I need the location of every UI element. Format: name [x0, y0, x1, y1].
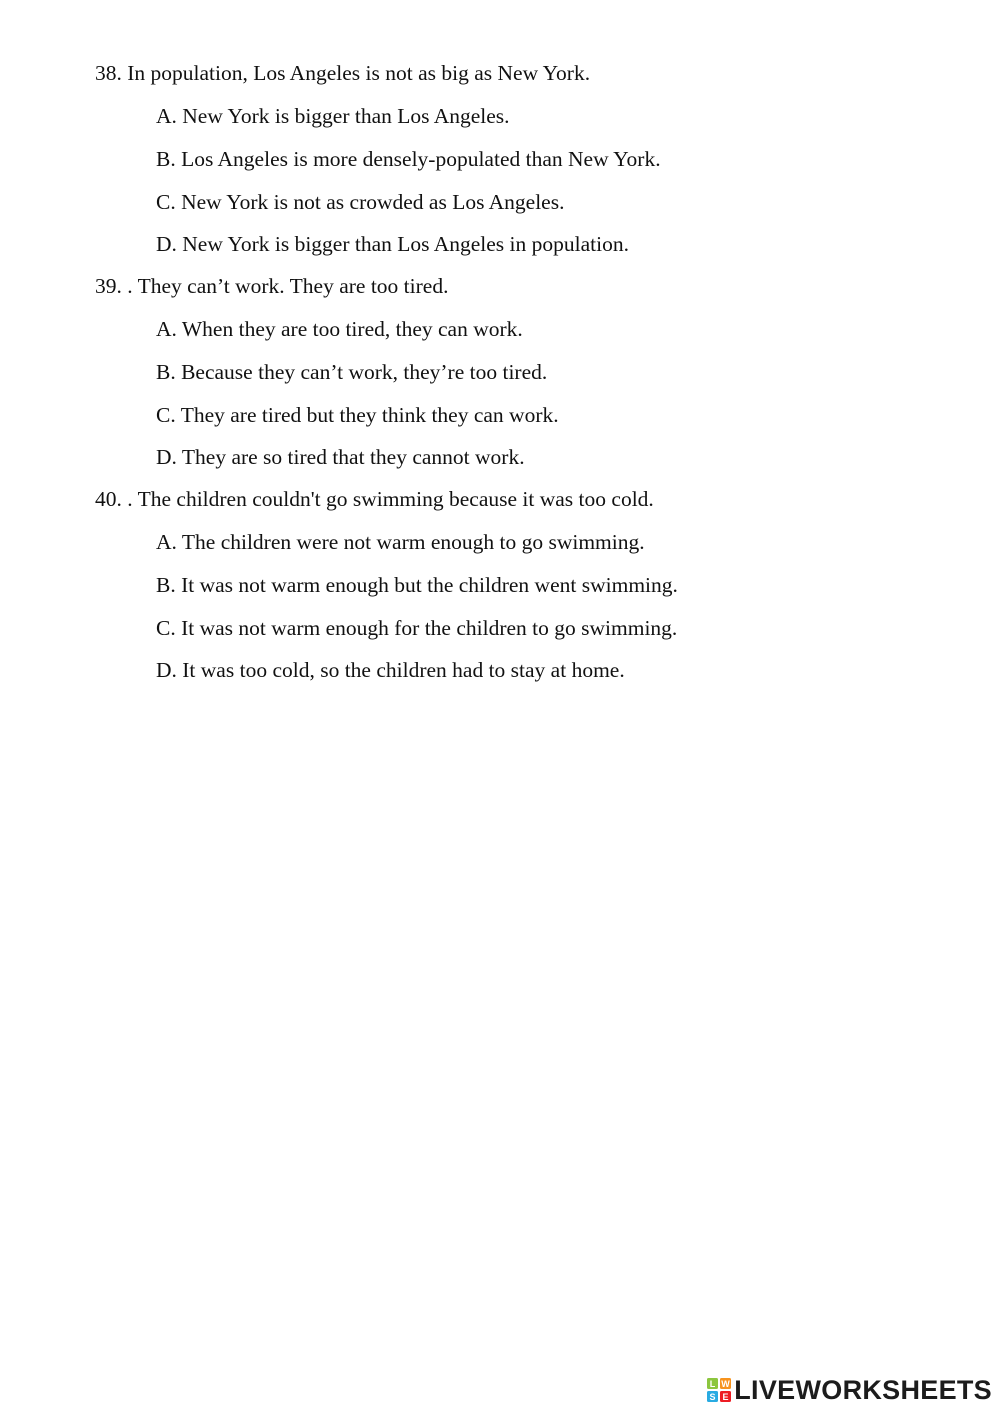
logo-text: LIVEWORKSHEETS [734, 1375, 992, 1405]
svg-text:W: W [721, 1378, 731, 1389]
option-a[interactable]: A. The children were not warm enough to go swimming. [156, 530, 645, 554]
option-a[interactable]: A. When they are too tired, they can work. [156, 317, 523, 341]
question-stem: 40. . The children couldn't go swimming because it was too cold. [95, 487, 654, 511]
option-c[interactable]: C. It was not warm enough for the children to go swimming. [156, 616, 678, 640]
svg-text:L: L [710, 1378, 716, 1389]
question-stem: 38. In population, Los Angeles is not as big as New York. [95, 61, 591, 85]
option-c[interactable]: C. New York is not as crowded as Los Angeles. [156, 190, 565, 214]
option-d[interactable]: D. It was too cold, so the children had to stay at home. [156, 658, 625, 682]
option-b[interactable]: B. Los Angeles is more densely-populated than New York. [156, 147, 661, 171]
option-b[interactable]: B. It was not warm enough but the children went swimming. [156, 573, 678, 597]
liveworksheets-logo-icon [707, 1378, 731, 1402]
liveworksheets-logo[interactable] [707, 1375, 992, 1405]
svg-text:E: E [722, 1391, 729, 1402]
option-b[interactable]: B. Because they can’t work, they’re too tired. [156, 360, 548, 384]
svg-text:S: S [709, 1391, 716, 1402]
question-stem: 39. . They can’t work. They are too tired. [95, 274, 449, 298]
option-a[interactable]: A. New York is bigger than Los Angeles. [156, 104, 510, 128]
option-d[interactable]: D. New York is bigger than Los Angeles in population. [156, 232, 629, 256]
option-c[interactable]: C. They are tired but they think they can work. [156, 403, 559, 427]
option-d[interactable]: D. They are so tired that they cannot work. [156, 445, 525, 469]
